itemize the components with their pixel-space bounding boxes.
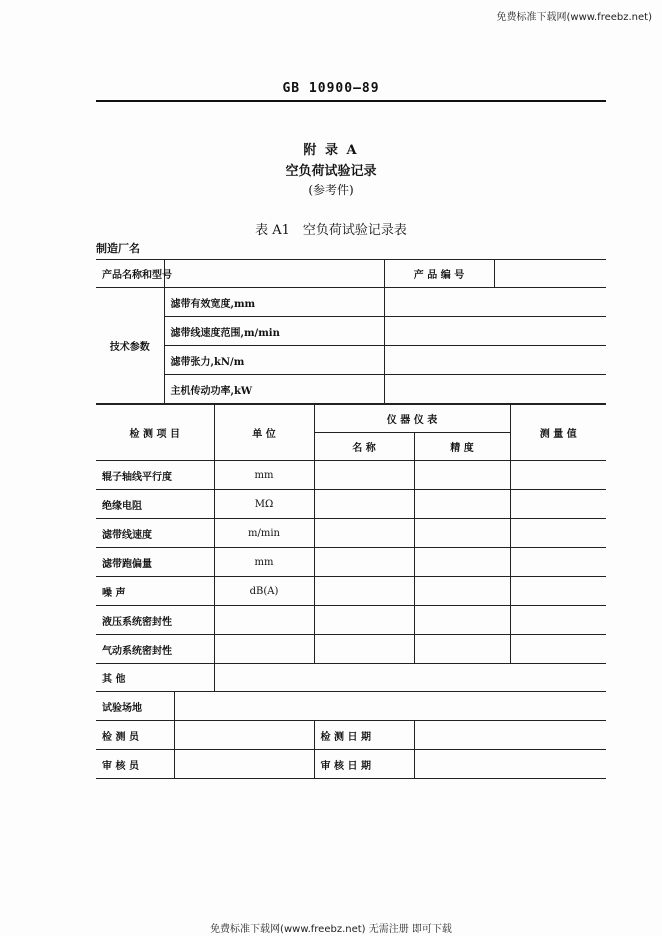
- header-instrument: 仪 器 仪 表: [314, 405, 510, 433]
- tech-param-label: 滤带有效宽度,mm: [164, 288, 384, 317]
- site-label: 试验场地: [96, 692, 174, 721]
- row-unit: [214, 635, 314, 664]
- review-date-label: 审 核 日 期: [314, 750, 414, 779]
- row-item: 绝缘电阻: [96, 490, 214, 519]
- watermark-top: 免费标准下载网(www.freebz.net): [496, 12, 652, 23]
- product-number-label: 产 品 编 号: [384, 260, 494, 288]
- inspection-table: [96, 404, 606, 779]
- other-label: 其 他: [96, 664, 214, 692]
- row-item: 气动系统密封性: [96, 635, 214, 664]
- row-item: 滤带线速度: [96, 519, 214, 548]
- header-instrument-name: 名 称: [314, 433, 414, 461]
- product-name-label: 产品名称和型号: [96, 260, 164, 288]
- table-row: [96, 664, 606, 692]
- inspect-date-value: [414, 721, 606, 750]
- maker-label: 制造厂名: [96, 242, 140, 255]
- table-row: [96, 548, 606, 577]
- row-unit: mm: [214, 548, 314, 577]
- product-name-value: [164, 260, 384, 288]
- standard-number: GB 10900—89: [282, 81, 380, 96]
- row-item: 噪 声: [96, 577, 214, 606]
- row-unit: m/min: [214, 519, 314, 548]
- table-row: [96, 606, 606, 635]
- header-unit: 单 位: [214, 405, 314, 461]
- site-value: [174, 692, 606, 721]
- table-row: [96, 490, 606, 519]
- appendix-label: 附 录 A: [303, 143, 359, 158]
- header-precision: 精 度: [414, 433, 510, 461]
- tech-param-label: 滤带张力,kN/m: [164, 346, 384, 375]
- tech-param-value: [384, 375, 606, 404]
- header-item: 检 测 项 目: [96, 405, 214, 461]
- row-unit: dB(A): [214, 577, 314, 606]
- header-measured: 测 量 值: [510, 405, 606, 461]
- reviewer-value: [174, 750, 314, 779]
- tech-param-label: 滤带线速度范围,m/min: [164, 317, 384, 346]
- watermark-bottom: 免费标准下载网(www.freebz.net) 无需注册 即可下载: [210, 924, 452, 935]
- other-value: [214, 664, 606, 692]
- row-unit: mm: [214, 461, 314, 490]
- inspector-label: 检 测 员: [96, 721, 174, 750]
- table-row: [96, 635, 606, 664]
- row-unit: MΩ: [214, 490, 314, 519]
- tech-param-label: 主机传动功率,kW: [164, 375, 384, 404]
- product-number-value: [494, 260, 606, 288]
- header-rule: [96, 100, 606, 102]
- table-row: [96, 461, 606, 490]
- row-item: 辊子轴线平行度: [96, 461, 214, 490]
- product-table: [96, 259, 606, 404]
- tech-param-value: [384, 288, 606, 317]
- row-unit: [214, 606, 314, 635]
- review-date-value: [414, 750, 606, 779]
- table-row: [96, 577, 606, 606]
- reviewer-label: 审 核 员: [96, 750, 174, 779]
- row-item: 液压系统密封性: [96, 606, 214, 635]
- tech-param-value: [384, 317, 606, 346]
- row-item: 滤带跑偏量: [96, 548, 214, 577]
- table-title: 表 A1 空负荷试验记录表: [255, 223, 407, 238]
- inspector-value: [174, 721, 314, 750]
- inspect-date-label: 检 测 日 期: [314, 721, 414, 750]
- appendix-title: 空负荷试验记录: [285, 164, 377, 179]
- tech-param-value: [384, 346, 606, 375]
- appendix-note: (参考件): [308, 183, 354, 197]
- tech-params-label: 技术参数: [96, 288, 164, 404]
- table-row: [96, 519, 606, 548]
